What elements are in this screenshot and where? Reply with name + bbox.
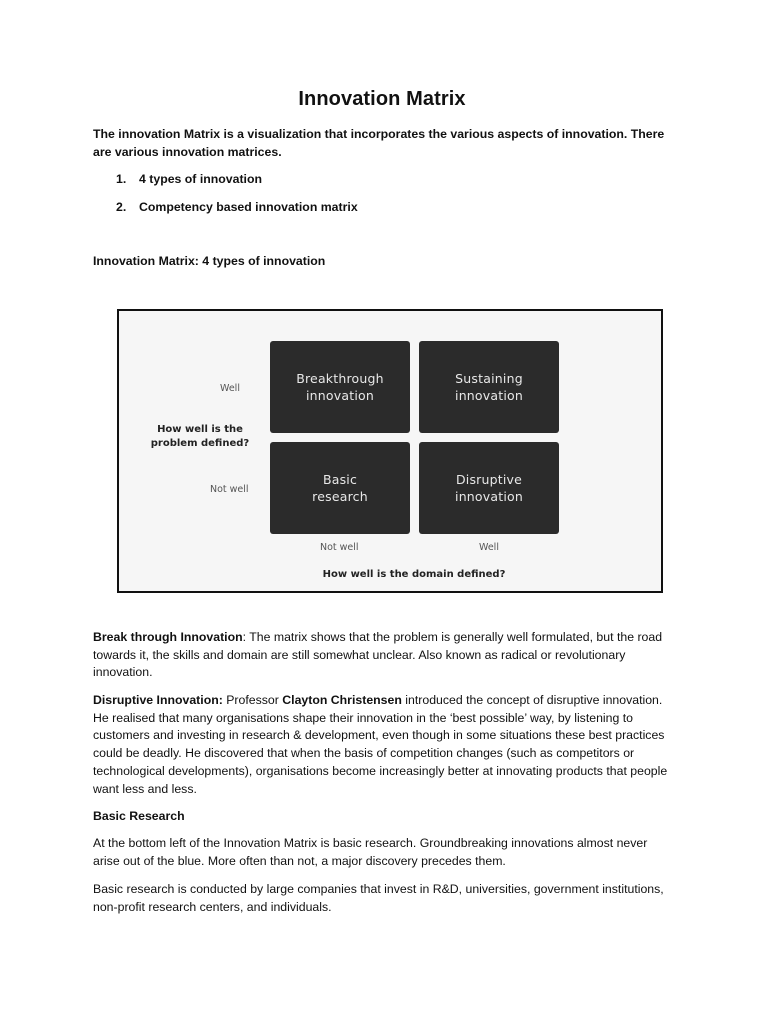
cell-label-line1: Disruptive xyxy=(455,472,523,487)
y-axis-title-line2: problem defined? xyxy=(150,438,250,449)
cell-basic-research xyxy=(270,442,410,534)
y-tick-well: Well xyxy=(220,383,240,394)
list-number: 2. xyxy=(116,200,127,214)
breakthrough-label: Break through Innovation xyxy=(93,630,243,644)
section-heading: Innovation Matrix: 4 types of innovation xyxy=(93,254,326,268)
x-tick-well: Well xyxy=(479,542,499,553)
y-axis-title xyxy=(145,423,255,451)
cell-label-line1: Breakthrough xyxy=(296,371,384,386)
cell-sustaining-innovation xyxy=(419,341,559,433)
basic-research-heading: Basic Research xyxy=(93,809,185,823)
breakthrough-paragraph xyxy=(93,629,675,682)
cell-label-line2: research xyxy=(312,489,368,504)
basic-research-paragraph-2: Basic research is conducted by large companies that invest in R&D, universities, government institutions, non-profit research centers, and individuals. xyxy=(93,882,664,914)
innovation-matrix-figure xyxy=(117,309,663,593)
christensen-name: Clayton Christensen xyxy=(282,693,402,707)
cell-label-line2: innovation xyxy=(455,489,523,504)
disruptive-paragraph xyxy=(93,692,675,798)
cell-label-line2: innovation xyxy=(306,388,374,403)
cell-disruptive-innovation xyxy=(419,442,559,534)
cell-label-line1: Sustaining xyxy=(455,371,523,386)
disruptive-label: Disruptive Innovation: xyxy=(93,693,223,707)
cell-label-line1: Basic xyxy=(322,472,358,487)
list-text: Competency based innovation matrix xyxy=(139,200,358,214)
x-tick-not-well: Not well xyxy=(320,542,359,553)
x-axis-title: How well is the domain defined? xyxy=(322,569,506,580)
disruptive-text-before: Professor xyxy=(222,693,283,707)
y-tick-not-well: Not well xyxy=(210,484,249,495)
cell-breakthrough-innovation xyxy=(270,341,410,433)
breakthrough-text: : The matrix shows that the problem is generally well formulated, but the road towards it, the skills and domain are still somewhat unclear. Also known as radical or revolutionary innovation. xyxy=(93,630,663,680)
basic-research-paragraph-1: At the bottom left of the Innovation Matrix is basic research. Groundbreaking innovations almost never arise out of the blue. More often than not, a major discovery precedes them. xyxy=(93,836,648,868)
cell-label-line2: innovation xyxy=(455,388,523,403)
list-text: 4 types of innovation xyxy=(139,172,262,186)
intro-paragraph: The innovation Matrix is a visualization that incorporates the various aspects of innovation. There are various innovation matrices. xyxy=(93,127,665,159)
y-axis-title-line1: How well is the xyxy=(157,424,243,435)
disruptive-text-after: introduced the concept of disruptive innovation. He realised that many organisations shape their innovation in the ‘best possible’ way, by listening to customers and investing in research & development, even though in some situations these best practices could be deadly. He discovered that when the basis of competition changes (such as competitors or technological developments), organisations become increasingly better at innovating products that people want less and less. xyxy=(93,693,668,796)
page-title: Innovation Matrix xyxy=(298,88,466,110)
list-number: 1. xyxy=(116,172,127,186)
